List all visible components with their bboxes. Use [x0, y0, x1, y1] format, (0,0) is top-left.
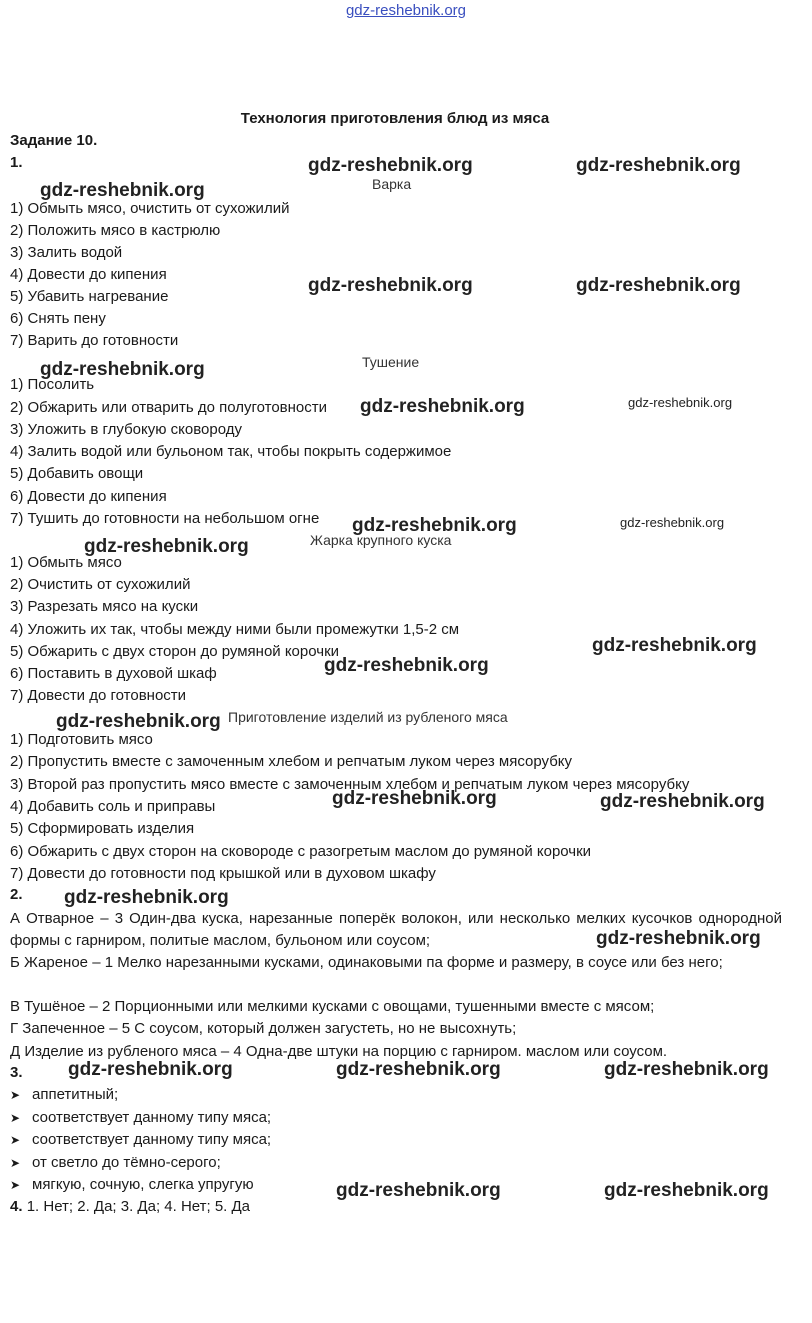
step-line: 7) Довести до готовности под крышкой или в духовом шкафу — [10, 865, 436, 882]
watermark: gdz-reshebnik.org — [596, 928, 761, 949]
step-line: 7) Варить до готовности — [10, 332, 179, 349]
step-line: 7) Тушить до готовности на небольшом огне — [10, 510, 320, 527]
answer-paragraph: Д Изделие из рубленого мяса – 4 Одна-две штуки на порцию с гарниром. маслом или соусом. — [10, 1043, 668, 1060]
step-line: 1) Обмыть мясо — [10, 554, 122, 571]
bullet-item — [10, 1131, 271, 1148]
watermark: gdz-reshebnik.org — [628, 395, 733, 410]
watermark: gdz-reshebnik.org — [600, 791, 765, 812]
watermark: gdz-reshebnik.org — [336, 1180, 501, 1201]
bullet-item — [10, 1086, 118, 1103]
step-line: 3) Залить водой — [10, 244, 123, 261]
bullet-text: соответствует данному типу мяса; — [32, 1131, 272, 1148]
question-4-label: 4. — [10, 1198, 23, 1215]
question-1-label: 1. — [10, 154, 23, 171]
question-4-row — [10, 1198, 250, 1215]
watermark: gdz-reshebnik.org — [360, 396, 525, 417]
watermark: gdz-reshebnik.org — [576, 275, 741, 296]
step-line: 2) Положить мясо в кастрюлю — [10, 222, 221, 239]
question-2-label: 2. — [10, 886, 23, 903]
watermark: gdz-reshebnik.org — [332, 788, 497, 809]
watermark: gdz-reshebnik.org — [68, 1059, 233, 1080]
arrow-bullet-icon: ➤ — [10, 1088, 21, 1102]
watermark: gdz-reshebnik.org — [604, 1059, 769, 1080]
step-line: 5) Убавить нагревание — [10, 288, 169, 305]
section-heading-tushenie: Тушение — [362, 354, 420, 370]
task-label: Задание 10. — [10, 132, 98, 149]
watermark: gdz-reshebnik.org — [40, 359, 205, 380]
bullet-text: соответствует данному типу мяса; — [32, 1109, 272, 1126]
step-line: 4) Добавить соль и приправы — [10, 798, 216, 815]
watermark: gdz-reshebnik.org — [40, 180, 205, 201]
step-line: 6) Довести до кипения — [10, 488, 167, 505]
step-line: 2) Очистить от сухожилий — [10, 576, 191, 593]
step-line: 6) Снять пену — [10, 310, 106, 327]
watermark: gdz-reshebnik.org — [352, 515, 517, 536]
watermark: gdz-reshebnik.org — [56, 711, 221, 732]
arrow-bullet-icon: ➤ — [10, 1156, 21, 1170]
section-heading-varka: Варка — [372, 176, 412, 192]
section-heading-zharka: Жарка крупного куска — [310, 532, 452, 548]
answer-paragraph: В Тушёное – 2 Порционными или мелкими кусками с овощами, тушенными вместе с мясом; — [10, 998, 655, 1015]
step-line: 1) Посолить — [10, 376, 95, 393]
watermark: gdz-reshebnik.org — [576, 155, 741, 176]
step-line: 5) Сформировать изделия — [10, 820, 195, 837]
watermark: gdz-reshebnik.org — [84, 536, 249, 557]
step-line: 4) Залить водой или бульоном так, чтобы покрыть содержимое — [10, 443, 452, 460]
watermark: gdz-reshebnik.org — [324, 655, 489, 676]
bullet-text: аппетитный; — [32, 1086, 119, 1103]
site-link[interactable]: gdz-reshebnik.org — [345, 2, 467, 19]
step-line: 3) Разрезать мясо на куски — [10, 598, 199, 615]
question-3-label: 3. — [10, 1064, 23, 1081]
arrow-bullet-icon: ➤ — [10, 1111, 21, 1125]
step-line: 5) Обжарить с двух сторон до румяной корочки — [10, 643, 340, 660]
step-line: 4) Довести до кипения — [10, 266, 167, 283]
question-4-answer: 1. Нет; 2. Да; 3. Да; 4. Нет; 5. Да — [26, 1198, 251, 1215]
bullet-item — [10, 1109, 271, 1126]
bullet-item — [10, 1176, 254, 1193]
arrow-bullet-icon: ➤ — [10, 1178, 21, 1192]
watermark: gdz-reshebnik.org — [336, 1059, 501, 1080]
step-line: 2) Пропустить вместе с замоченным хлебом и репчатым луком через мясорубку — [10, 753, 573, 770]
watermark: gdz-reshebnik.org — [308, 275, 473, 296]
bullet-text: мягкую, сочную, слегка упругую — [32, 1176, 254, 1193]
watermark: gdz-reshebnik.org — [308, 155, 473, 176]
watermark: gdz-reshebnik.org — [592, 635, 757, 656]
watermark: gdz-reshebnik.org — [64, 887, 229, 908]
bullet-item — [10, 1154, 221, 1171]
arrow-bullet-icon: ➤ — [10, 1133, 21, 1147]
answer-paragraph: Б Жареное – 1 Мелко нарезанными кусками, одинаковыми па форме и размеру, в соусе или без него; — [10, 954, 723, 971]
step-line: 6) Поставить в духовой шкаф — [10, 665, 217, 682]
step-line: 3) Второй раз пропустить мясо вместе с замоченным хлебом и репчатым луком через мясорубку — [10, 776, 690, 793]
step-line: 1) Подготовить мясо — [10, 731, 153, 748]
step-line: 2) Обжарить или отварить до полуготовности — [10, 399, 328, 416]
answer-paragraph: Г Запеченное – 5 С соусом, который должен загустеть, но не высохнуть; — [10, 1020, 517, 1037]
section-heading-rublenoe: Приготовление изделий из рубленого мяса — [228, 709, 508, 725]
step-line: 3) Уложить в глубокую сковороду — [10, 421, 242, 438]
step-line: 4) Уложить их так, чтобы между ними были промежутки 1,5-2 см — [10, 621, 460, 638]
step-line: 7) Довести до готовности — [10, 687, 187, 704]
step-line: 6) Обжарить с двух сторон на сковороде с разогретым маслом до румяной корочки — [10, 843, 592, 860]
answer-paragraph: А Отварное – 3 Один-два куска, нарезанные поперёк волокон, или несколько мелких кусочков однородной формы с гарниром, политые маслом, бульоном или соусом; — [10, 910, 782, 949]
step-line: 1) Обмыть мясо, очистить от сухожилий — [10, 200, 290, 217]
watermark: gdz-reshebnik.org — [604, 1180, 769, 1201]
page-title: Технология приготовления блюд из мяса — [240, 110, 550, 127]
watermark: gdz-reshebnik.org — [620, 515, 725, 530]
step-line: 5) Добавить овощи — [10, 465, 144, 482]
bullet-text: от светло до тёмно-серого; — [32, 1154, 221, 1171]
